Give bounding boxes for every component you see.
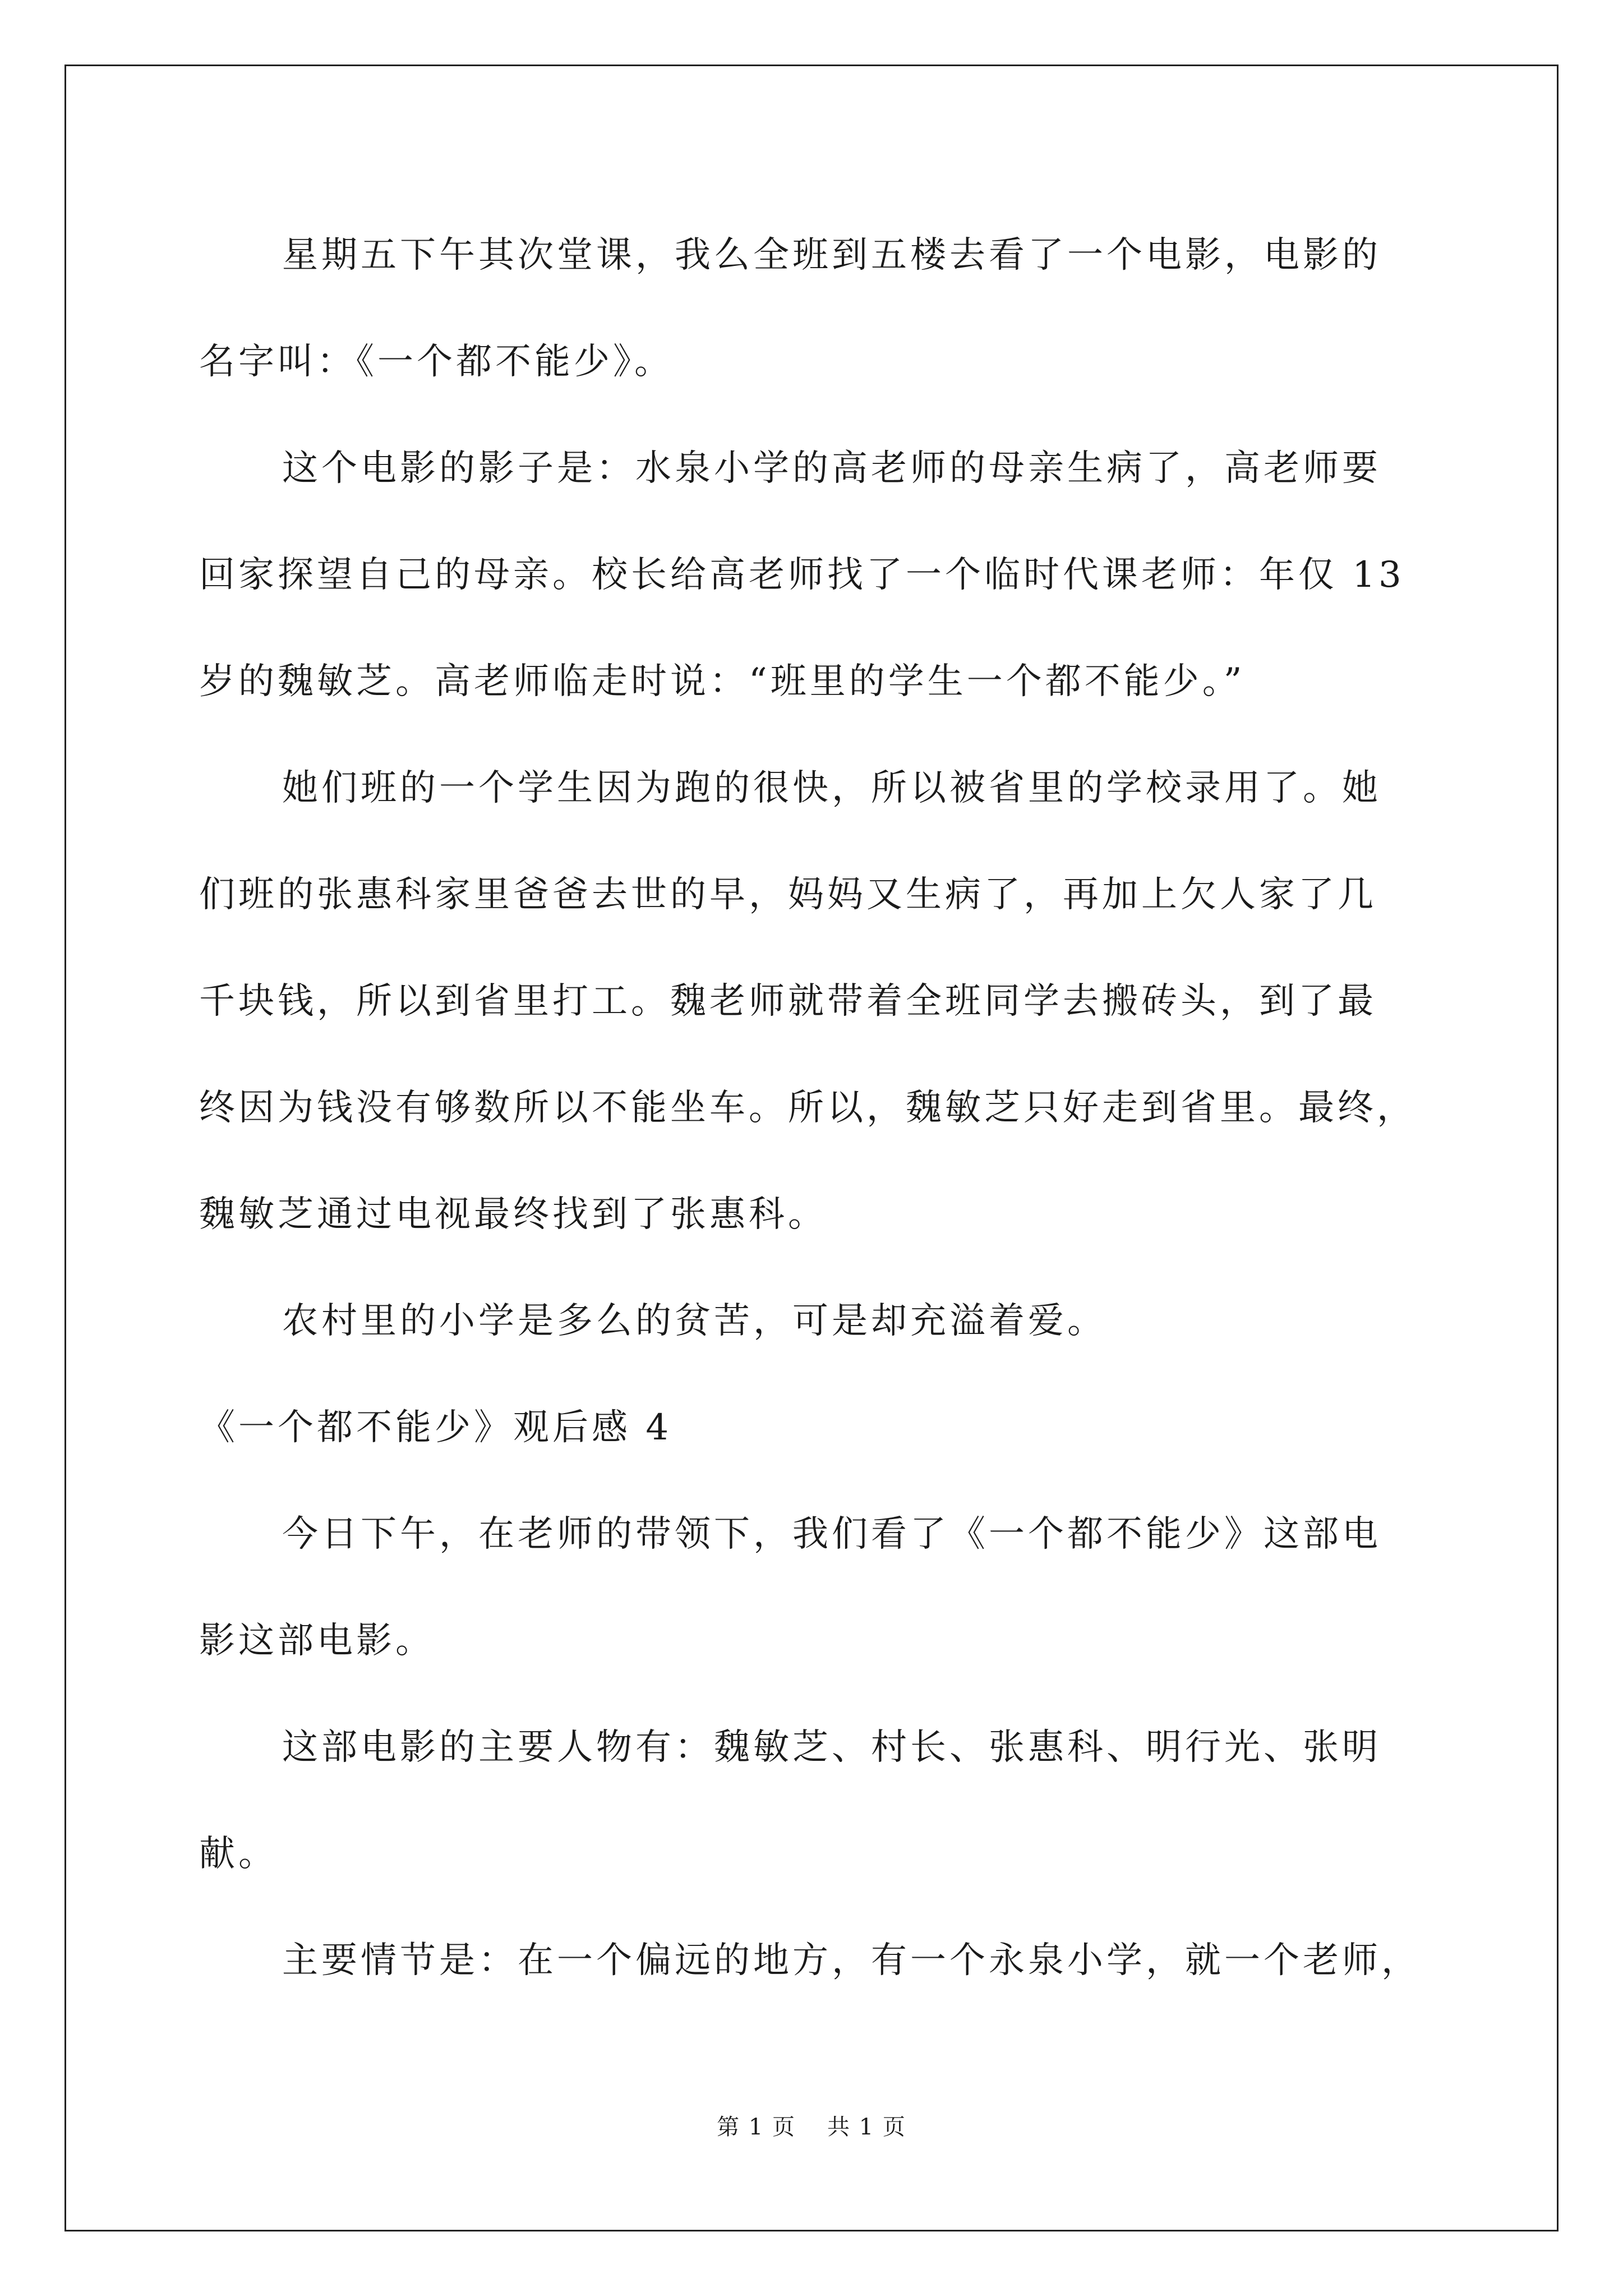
section-heading: 《一个都不能少》观后感 4 (199, 1407, 672, 1448)
paragraph-line: 农村里的小学是多么的贫苦，可是却充溢着爱。 (282, 1300, 1106, 1342)
paragraph-line: 星期五下午其次堂课，我么全班到五楼去看了一个电影，电影的 (282, 234, 1381, 276)
paragraph-line: 主要情节是：在一个偏远的地方，有一个永泉小学，就一个老师， (282, 1940, 1421, 1981)
document-body (199, 213, 1433, 2025)
page-footer (0, 2109, 1623, 2141)
paragraph-line: 们班的张惠科家里爸爸去世的早，妈妈又生病了，再加上欠人家了几 (199, 874, 1377, 915)
paragraph-line: 她们班的一个学生因为跑的很快，所以被省里的学校录用了。她 (282, 767, 1381, 809)
paragraph-line: 回家探望自己的母亲。校长给高老师找了一个临时代课老师：年仅 13 (199, 554, 1405, 596)
paragraph-line: 千块钱，所以到省里打工。魏老师就带着全班同学去搬砖头，到了最 (199, 981, 1377, 1022)
paragraph-line: 今日下午，在老师的带领下，我们看了《一个都不能少》这部电 (282, 1513, 1381, 1555)
paragraph-line: 名字叫：《一个都不能少》。 (199, 341, 674, 383)
page-total: 共 1 页 (827, 2114, 906, 2140)
paragraph-line: 这部电影的主要人物有：魏敏芝、村长、张惠科、明行光、张明 (282, 1727, 1381, 1768)
paragraph-line: 影这部电影。 (199, 1620, 435, 1662)
paragraph-line: 这个电影的影子是：水泉小学的高老师的母亲生病了，高老师要 (282, 448, 1381, 489)
paragraph-line: 魏敏芝通过电视最终找到了张惠科。 (199, 1194, 827, 1235)
page-number: 第 1 页 (717, 2114, 796, 2140)
paragraph-line: 献。 (199, 1833, 278, 1875)
paragraph-line: 终因为钱没有够数所以不能坐车。所以，魏敏芝只好走到省里。最终， (199, 1087, 1416, 1129)
paragraph-line: 岁的魏敏芝。高老师临走时说：“班里的学生一个都不能少。” (199, 661, 1246, 702)
